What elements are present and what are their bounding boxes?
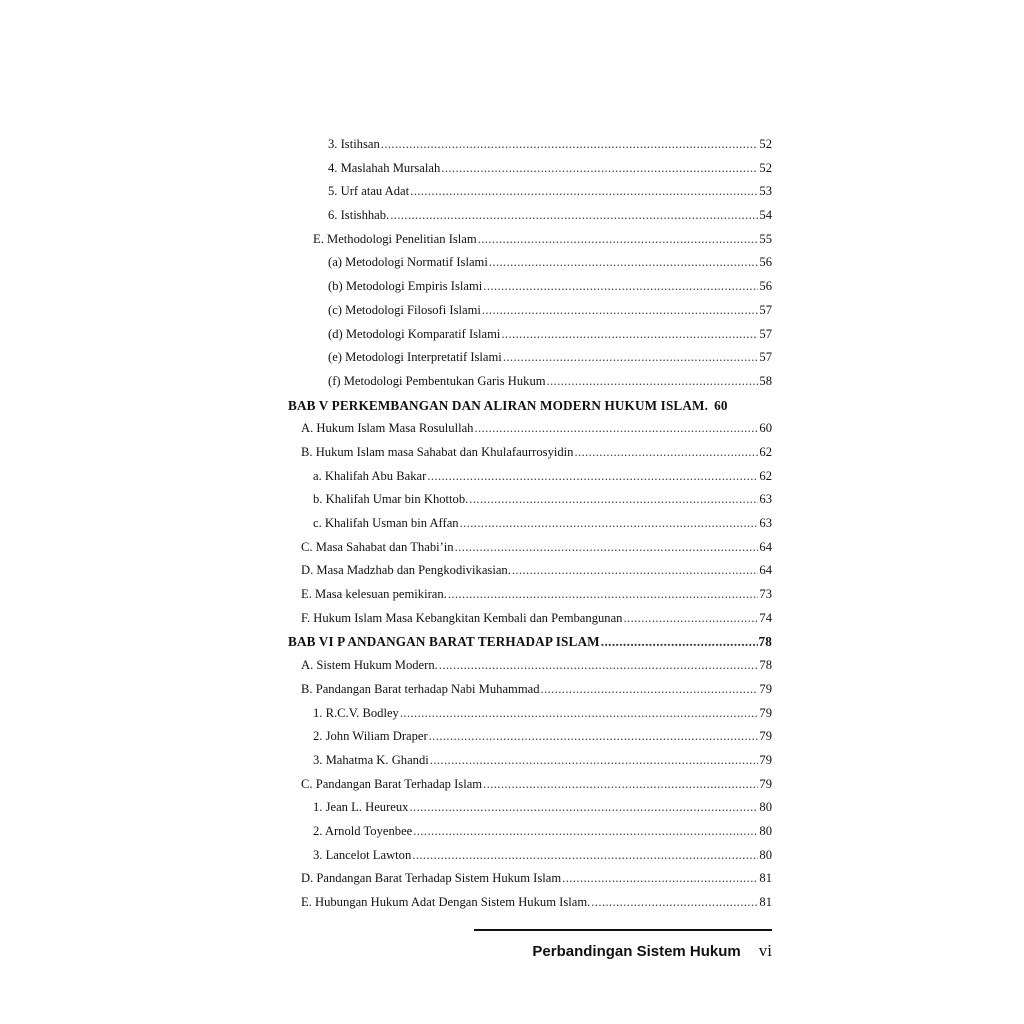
toc-entry-label: 4. Maslahah Mursalah xyxy=(328,160,441,175)
toc-entry xyxy=(288,702,772,726)
footer-rule xyxy=(474,929,772,931)
toc-entry xyxy=(288,773,772,797)
toc-entry-page: 79 xyxy=(759,681,772,696)
toc-dot-leader xyxy=(448,583,759,607)
toc-dot-leader xyxy=(541,678,759,702)
toc-entry xyxy=(288,275,772,299)
toc-dot-leader xyxy=(501,323,758,347)
toc-entry-label: 3. Mahatma K. Ghandi xyxy=(313,752,429,767)
toc-entry-page: 63 xyxy=(759,492,772,507)
toc-dot-leader xyxy=(562,867,758,891)
toc-entry xyxy=(288,488,772,512)
toc-entry-label: A. Sistem Hukum Modern. xyxy=(301,658,438,673)
toc-entry-label: D. Pandangan Barat Terhadap Sistem Hukum Islam xyxy=(301,871,562,886)
toc-entry-page: 58 xyxy=(759,373,772,388)
toc-entry-label: 3. Lancelot Lawton xyxy=(313,847,412,862)
toc-entry-page: 78 xyxy=(758,634,772,650)
toc-entry-label: D. Masa Madzhab dan Pengkodivikasian. xyxy=(301,563,511,578)
toc-dot-leader xyxy=(390,204,758,228)
toc-entry-page: 63 xyxy=(759,516,772,530)
toc-entry xyxy=(288,512,772,536)
toc-entry-page: 52 xyxy=(759,160,772,175)
toc-entry-label: B. Hukum Islam masa Sahabat dan Khulafaurrosyidin xyxy=(301,444,574,459)
toc-entry-label: c. Khalifah Usman bin Affan xyxy=(313,516,459,530)
toc-dot-leader xyxy=(429,725,759,749)
toc-dot-leader xyxy=(455,536,759,560)
toc-entry-page: 73 xyxy=(759,587,772,602)
toc-entry xyxy=(288,891,772,915)
toc-entry-label: 2. John Wiliam Draper xyxy=(313,729,428,744)
toc-dot-leader xyxy=(483,275,758,299)
toc-entry-page: 56 xyxy=(759,255,772,270)
toc-entry-label: E. Methodologi Penelitian Islam xyxy=(313,231,477,246)
toc-entry-label: (c) Metodologi Filosofi Islami xyxy=(328,302,481,317)
toc-entry-label: E. Hubungan Hukum Adat Dengan Sistem Hukum Islam. xyxy=(301,895,591,909)
toc-entry-label: E. Masa kelesuan pemikiran. xyxy=(301,587,447,602)
toc-entry xyxy=(288,299,772,323)
toc-dot-leader xyxy=(601,630,758,654)
toc-entry-page: 57 xyxy=(759,326,772,341)
toc-entry xyxy=(288,820,772,844)
toc-entry-page: 79 xyxy=(759,776,772,791)
toc-entry-page: 74 xyxy=(759,610,772,625)
toc-dot-leader xyxy=(512,559,759,583)
toc-dot-leader xyxy=(474,417,758,441)
table-of-contents xyxy=(288,133,772,915)
footer-page-number: vi xyxy=(758,941,772,960)
toc-entry xyxy=(288,749,772,773)
toc-entry xyxy=(288,559,772,583)
toc-chapter-entry xyxy=(288,630,772,654)
toc-entry xyxy=(288,370,772,394)
toc-dot-leader xyxy=(478,228,759,252)
toc-entry xyxy=(288,251,772,275)
toc-entry-page: 57 xyxy=(759,302,772,317)
toc-entry-page: 52 xyxy=(759,137,772,151)
toc-entry xyxy=(288,844,772,868)
toc-dot-leader xyxy=(591,891,758,915)
toc-entry-label: (e) Metodologi Interpretatif Islami xyxy=(328,350,502,365)
toc-dot-leader xyxy=(547,370,759,394)
toc-entry-page: 81 xyxy=(759,895,772,909)
toc-entry-page: 79 xyxy=(759,729,772,744)
toc-entry xyxy=(288,654,772,678)
toc-entry-label: A. Hukum Islam Masa Rosulullah xyxy=(301,421,474,436)
toc-entry xyxy=(288,346,772,370)
toc-entry xyxy=(288,678,772,702)
toc-entry-label: 6. Istishhab. xyxy=(328,208,390,223)
toc-dot-leader xyxy=(460,512,759,536)
toc-entry xyxy=(288,133,772,157)
toc-entry-page: 55 xyxy=(759,231,772,246)
toc-entry-label: B. Pandangan Barat terhadap Nabi Muhammad xyxy=(301,681,540,696)
toc-entry xyxy=(288,536,772,560)
toc-entry-page: 60 xyxy=(714,397,728,413)
toc-entry-page: 53 xyxy=(759,184,772,199)
toc-entry-label: 2. Arnold Toyenbee xyxy=(313,823,413,838)
toc-dot-leader xyxy=(400,702,759,726)
toc-entry xyxy=(288,796,772,820)
toc-entry-label: C. Masa Sahabat dan Thabi’in xyxy=(301,539,454,554)
toc-entry-label: 1. Jean L. Heureux xyxy=(313,800,409,815)
toc-entry-page: 80 xyxy=(759,847,772,862)
toc-entry-page: 60 xyxy=(759,421,772,436)
toc-entry-page: 81 xyxy=(759,871,772,886)
toc-entry xyxy=(288,204,772,228)
toc-dot-leader xyxy=(483,773,758,797)
toc-entry xyxy=(288,417,772,441)
toc-entry-page: 56 xyxy=(759,279,772,294)
toc-entry-page: 62 xyxy=(759,444,772,459)
toc-entry-label: 1. R.C.V. Bodley xyxy=(313,705,399,720)
toc-dot-leader xyxy=(413,820,758,844)
toc-entry-page: 79 xyxy=(759,752,772,767)
toc-entry xyxy=(288,180,772,204)
toc-entry xyxy=(288,465,772,489)
toc-entry xyxy=(288,867,772,891)
toc-entry-label: (a) Metodologi Normatif Islami xyxy=(328,255,488,270)
toc-entry-page: 78 xyxy=(759,658,772,673)
toc-entry xyxy=(288,725,772,749)
toc-entry xyxy=(288,607,772,631)
toc-entry xyxy=(288,441,772,465)
toc-dot-leader xyxy=(574,441,758,465)
toc-dot-leader xyxy=(409,796,758,820)
toc-entry-label: BAB VI P ANDANGAN BARAT TERHADAP ISLAM xyxy=(288,634,600,650)
toc-entry-label: F. Hukum Islam Masa Kebangkitan Kembali dan Pembangunan xyxy=(301,610,623,625)
toc-entry-page: 80 xyxy=(759,800,772,815)
toc-chapter-entry xyxy=(288,394,772,418)
toc-dot-leader xyxy=(503,346,759,370)
toc-dot-leader xyxy=(427,465,758,489)
toc-dot-leader xyxy=(439,654,759,678)
toc-entry-page: 57 xyxy=(759,350,772,365)
page-footer xyxy=(474,941,772,961)
toc-entry-page: 54 xyxy=(759,208,772,223)
toc-entry-label: 5. Urf atau Adat xyxy=(328,184,410,199)
toc-entry-page: 64 xyxy=(759,539,772,554)
toc-dot-leader xyxy=(412,844,758,868)
toc-entry xyxy=(288,583,772,607)
toc-dot-leader xyxy=(482,299,759,323)
toc-dot-leader xyxy=(381,133,759,157)
toc-entry-label: (f) Metodologi Pembentukan Garis Hukum xyxy=(328,373,546,388)
toc-entry xyxy=(288,323,772,347)
toc-entry-label: 3. Istihsan xyxy=(328,137,380,151)
toc-entry-label: b. Khalifah Umar bin Khottob. xyxy=(313,492,469,507)
toc-entry-page: 79 xyxy=(759,705,772,720)
toc-entry-label: a. Khalifah Abu Bakar xyxy=(313,468,427,483)
footer-book-title: Perbandingan Sistem Hukum xyxy=(532,943,741,960)
toc-dot-leader xyxy=(489,251,759,275)
toc-dot-leader xyxy=(441,157,758,181)
toc-dot-leader xyxy=(410,180,758,204)
toc-entry-page: 64 xyxy=(759,563,772,578)
toc-entry-page: 80 xyxy=(759,823,772,838)
toc-entry xyxy=(288,157,772,181)
toc-entry xyxy=(288,228,772,252)
toc-entry-label: BAB V PERKEMBANGAN DAN ALIRAN MODERN HUKUM ISLAM. xyxy=(288,397,709,413)
toc-dot-leader xyxy=(623,607,758,631)
toc-entry-label: C. Pandangan Barat Terhadap Islam xyxy=(301,776,483,791)
toc-dot-leader xyxy=(469,488,758,512)
toc-dot-leader xyxy=(430,749,759,773)
toc-entry-label: (b) Metodologi Empiris Islami xyxy=(328,279,483,294)
toc-entry-label: (d) Metodologi Komparatif Islami xyxy=(328,326,501,341)
toc-entry-page: 62 xyxy=(759,468,772,483)
